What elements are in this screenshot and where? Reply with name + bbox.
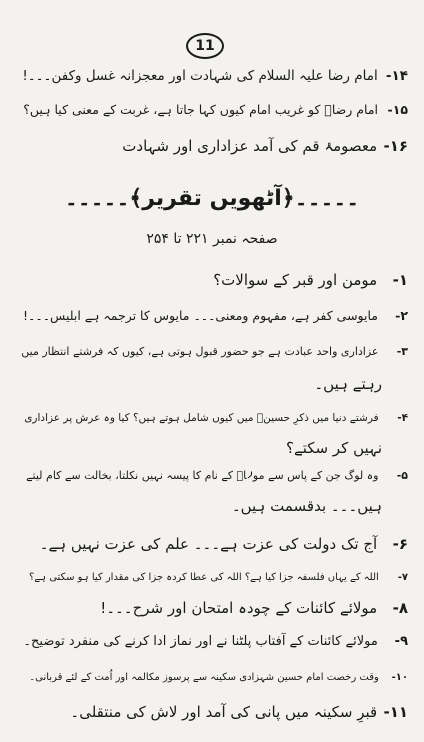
- item-text: عزاداری واحد عبادت ہے جو حضور قبول ہوتی ہے، کیوں کہ فرشتے انتظار میں: [21, 345, 379, 358]
- item-number: ۳-: [396, 345, 408, 358]
- page-range: صفحہ نمبر ۲۲۱ تا ۲۵۴: [146, 231, 278, 247]
- item-text: مولائے کائنات کے آفتاب پلٹنا نے اور نماز ادا کرنے کی منفرد توضیح۔: [23, 634, 378, 649]
- list-item: [23, 306, 408, 326]
- item-text: امام رضاؑ کو غریب امام کیوں کہا جاتا ہے، غربت کے معنی کیا ہیں؟: [23, 102, 379, 117]
- item-text: وہ لوگ جن کے پاس سے مولاؑ کے نام کا پیسہ نہیں نکلتا، بخالت سے کام لیتے: [26, 469, 379, 482]
- item-number: ۸-: [392, 599, 408, 617]
- list-item: [23, 100, 408, 120]
- item-number: ۱۶-: [383, 137, 408, 155]
- item-number: ۱-: [392, 271, 408, 289]
- item-text: اللہ کے یہاں فلسفہ جزا کیا ہے؟ اللہ کی عطا کردہ جزا کی مقدار کیا ہو سکتی ہے؟: [28, 572, 379, 583]
- page-number: 11: [186, 33, 224, 59]
- list-item: [70, 702, 408, 722]
- item-text: امام رضا علیہ السلام کی شہادت اور معجزانہ غسل وکفن۔۔۔!: [22, 68, 378, 84]
- list-item: [23, 632, 408, 652]
- item-number: ۲-: [395, 308, 408, 323]
- list-item: [29, 568, 408, 588]
- item-number: ۵-: [396, 469, 408, 482]
- item-number: ۴-: [397, 412, 408, 424]
- item-number: ۱۰-: [391, 672, 408, 683]
- item-text: قبرِ سکینہ میں پانی کی آمد اور لاش کی منتقلی۔: [70, 703, 378, 721]
- item-text: وقت رخصت امام حسین شہزادی سکینہ سے پرسوز مکالمہ اور اُمت کے لئے قربانی۔: [29, 672, 379, 683]
- list-item: [29, 668, 408, 688]
- item-number: ۱۵-: [387, 102, 408, 117]
- item-continuation: رہتے ہیں۔: [314, 375, 382, 393]
- item-number: ۱۴-: [385, 68, 408, 84]
- list-item: [26, 466, 408, 486]
- item-continuation: ہیں۔۔۔ بدقسمت ہیں۔: [231, 497, 382, 515]
- item-text: معصومۂ قم کی آمد عزاداری اور شہادت: [122, 137, 378, 155]
- item-continuation: نہیں کر سکتے؟: [286, 439, 382, 457]
- item-number: ۹-: [394, 634, 408, 649]
- item-text: فرشتے دنیا میں ذکرِ حسینؑ میں کیوں شامل ہوتے ہیں؟ کیا وہ عرش پر عزاداری: [24, 412, 379, 424]
- list-item: [213, 270, 408, 290]
- list-item: [22, 66, 408, 86]
- section-heading: ۔۔۔۔۔﴿آٹھویں تقریر﴾۔۔۔۔۔: [64, 186, 360, 211]
- item-text: مومن اور قبر کے سوالات؟: [213, 271, 378, 289]
- item-number: ۶-: [392, 535, 408, 553]
- item-number: ۱۱-: [383, 703, 408, 721]
- item-text: آج تک دولت کی عزت ہے۔۔۔ علم کی عزت نہیں ہے۔: [39, 535, 378, 553]
- item-text: مایوسی کفر ہے، مفہوم ومعنی۔۔۔ مایوس کا ترجمہ ہے ابلیس۔۔۔!: [23, 308, 379, 323]
- item-text: مولائے کائنات کے چودہ امتحان اور شرح۔۔۔!: [100, 599, 378, 617]
- list-item: [24, 408, 408, 428]
- list-item: [21, 342, 408, 362]
- list-item: [40, 534, 408, 554]
- list-item: [122, 136, 408, 156]
- item-number: ۷-: [397, 572, 408, 583]
- list-item: [100, 598, 408, 618]
